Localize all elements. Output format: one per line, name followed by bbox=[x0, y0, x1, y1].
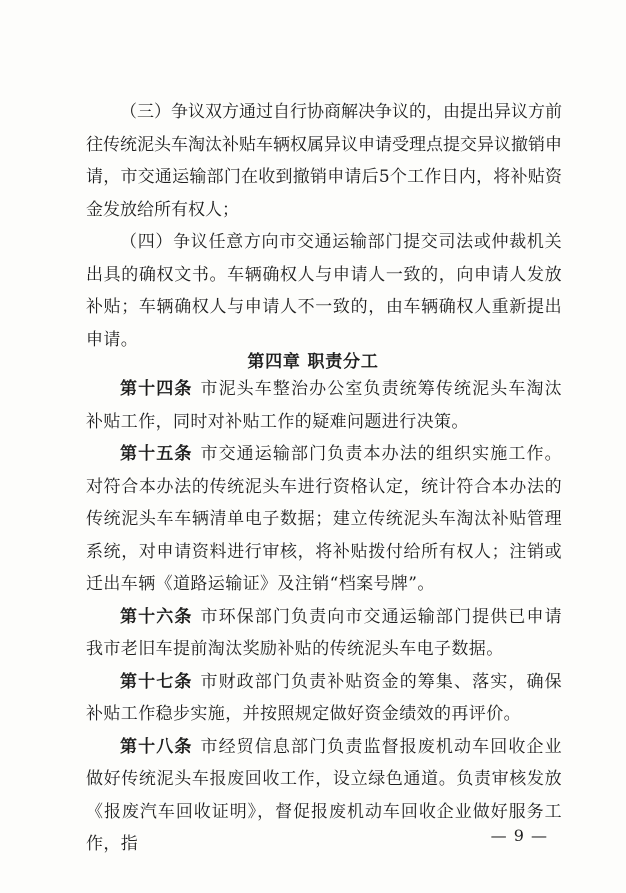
article-text: 市泥头车整治办公室负责统筹传统泥头车淘汰补贴工作，同时对补贴工作的疑难问题进行决策。 bbox=[86, 379, 562, 432]
article-14 bbox=[86, 373, 562, 438]
articles-section bbox=[86, 373, 562, 861]
article-label: 第十八条 bbox=[120, 736, 193, 757]
article-label: 第十五条 bbox=[120, 444, 193, 464]
chapter-title: 第四章 职责分工 bbox=[247, 352, 379, 372]
article-text: 市财政部门负责补贴资金的筹集、落实，确保补贴工作稳步实施，并按照规定做好资金绩效的再评价。 bbox=[86, 671, 562, 724]
article-label: 第十七条 bbox=[120, 671, 193, 692]
paragraph-item-4: （四）争议任意方向市交通运输部门提交司法或仲裁机关出具的确权文书。车辆确权人与申请人一致的，向申请人发放补贴；车辆确权人与申请人不一致的，由车辆确权人重新提出申请。 bbox=[86, 232, 562, 350]
article-text: 市交通运输部门负责本办法的组织实施工作。对符合本办法的传统泥头车进行资格认定，统计符合本办法的传统泥头车车辆清单电子数据；建立传统泥头车淘汰补贴管理系统，对申请资料进行审核，将补贴拨付给所有权人；注销或迁出车辆《道路运输证》及注销“档案号牌”。 bbox=[86, 444, 562, 594]
article-text: 市环保部门负责向市交通运输部门提供已申请我市老旧车提前淘汰奖励补贴的传统泥头车电子数据。 bbox=[86, 606, 562, 659]
dispute-resolution-section bbox=[86, 96, 562, 356]
article-15 bbox=[86, 438, 562, 601]
article-17 bbox=[86, 666, 562, 731]
article-label: 第十六条 bbox=[120, 606, 193, 627]
article-text: 市经贸信息部门负责监督报废机动车回收企业做好传统泥头车报废回收工作，设立绿色通道。负责审核发放《报废汽车回收证明》，督促报废机动车回收企业做好服务工作，指 bbox=[86, 736, 562, 854]
article-label: 第十四条 bbox=[120, 379, 193, 399]
article-16 bbox=[86, 601, 562, 666]
page-number: — 9 — bbox=[490, 826, 548, 845]
paragraph-item-3: （三）争议双方通过自行协商解决争议的，由提出异议方前往传统泥头车淘汰补贴车辆权属异议申请受理点提交异议撤销申请，市交通运输部门在收到撤销申请后5个工作日内，将补贴资金发放给所有权人； bbox=[86, 102, 562, 220]
